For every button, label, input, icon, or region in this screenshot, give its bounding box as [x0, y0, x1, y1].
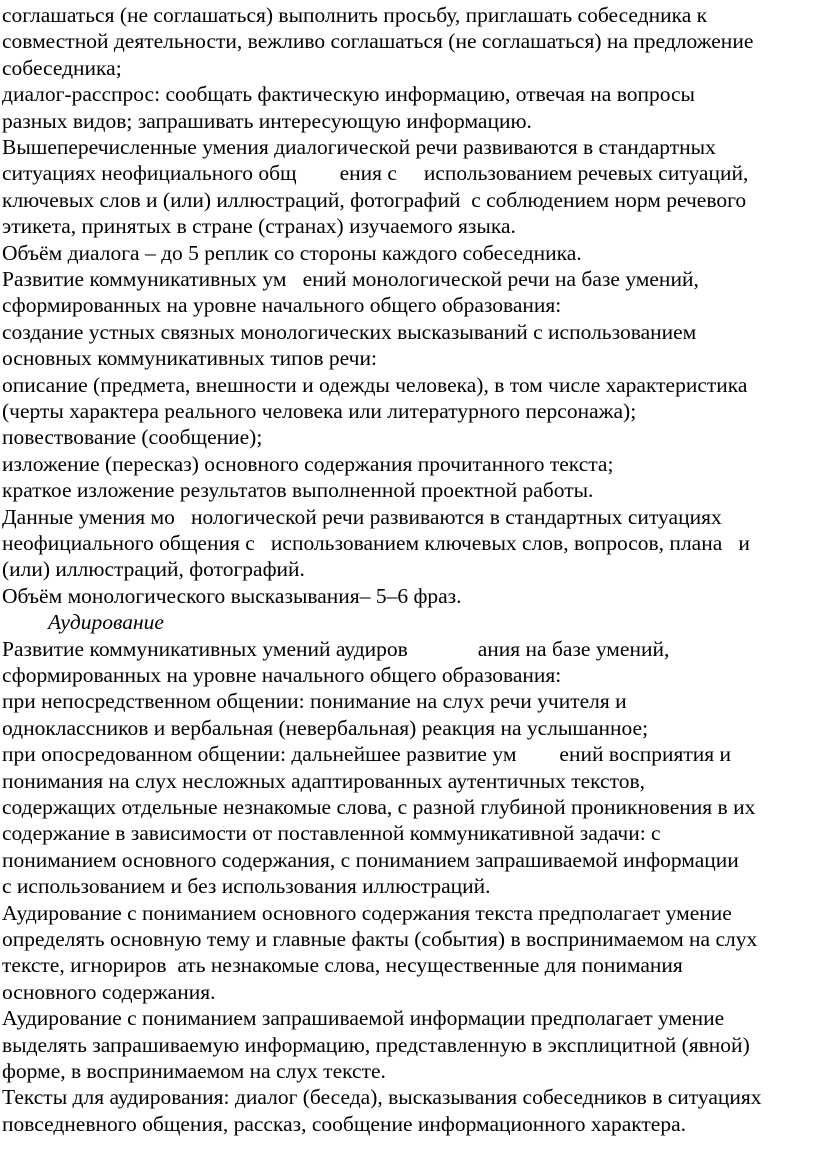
text-line: разных видов; запрашивать интересующую информацию.	[2, 108, 532, 133]
text-line: сформированных на уровне начального общего образования:	[2, 663, 562, 687]
text-line: пониманием основного содержания, с пониманием запрашиваемой информации	[2, 847, 739, 872]
text-line: повествование (сообщение);	[2, 425, 263, 450]
text-line: при непосредственном общении: понимание на слух речи учителя и	[2, 689, 627, 714]
text-line: содержащих отдельные незнакомые слова, с разной глубиной проникновения в их	[2, 795, 756, 819]
text-line: ключевых слов и (или) иллюстраций, фотографий с соблюдением норм речевого	[2, 187, 747, 212]
text-line: сформированных на уровне начального общего образования:	[2, 293, 562, 318]
text-line: одноклассников и вербальная (невербальная) реакция на услышанное;	[2, 715, 649, 740]
text-line: диалог-расспрос: сообщать фактическую информацию, отвечая на вопросы	[2, 82, 696, 107]
text-line: ситуациях неофициального общ ения с использованием речевых ситуаций,	[2, 161, 749, 186]
text-line: Данные умения мо нологической речи развиваются в стандартных ситуациях	[2, 504, 722, 529]
text-line: неофициального общения с использованием ключевых слов, вопросов, плана и	[2, 531, 750, 555]
text-line: этикета, принятых в стране (странах) изучаемого языка.	[2, 214, 516, 239]
text-line: выделять запрашиваемую информацию, представленную в эксплицитной (явной)	[2, 1032, 750, 1057]
text-line: краткое изложение результатов выполненной проектной работы.	[2, 478, 594, 503]
text-line: тексте, игнориров ать незнакомые слова, несущественные для понимания	[2, 953, 683, 978]
text-line: содержание в зависимости от поставленной коммуникативной задачи: с	[2, 821, 661, 846]
text-line: создание устных связных монологических высказываний с использованием	[2, 319, 697, 344]
text-line: (черты характера реального человека или литературного персонажа);	[2, 399, 637, 423]
text-line: Развитие коммуникативных ум ений монологической речи на базе умений,	[2, 267, 699, 291]
text-line: форме, в воспринимаемом на слух тексте.	[2, 1059, 386, 1083]
text-line: Развитие коммуникативных умений аудиров ания на базе умений,	[2, 636, 670, 661]
text-line: (или) иллюстраций, фотографий.	[2, 557, 305, 582]
text-line: основных коммуникативных типов речи:	[2, 346, 377, 371]
text-line: Объём монологического высказывания– 5–6 фраз.	[2, 583, 462, 608]
text-line: при опосредованном общении: дальнейшее развитие ум ений восприятия и	[2, 742, 732, 767]
text-line: Тексты для аудирования: диалог (беседа), высказывания собеседников в ситуациях	[2, 1085, 762, 1110]
text-line: соглашаться (не соглашаться) выполнить просьбу, приглашать собеседника к	[2, 3, 708, 27]
text-line: собеседника;	[2, 55, 122, 80]
text-line: совместной деятельности, вежливо соглашаться (не соглашаться) на предложение	[2, 29, 754, 54]
text-line: изложение (пересказ) основного содержания прочитанного текста;	[2, 451, 614, 476]
text-line: определять основную тему и главные факты (события) в воспринимаемом на слух	[2, 927, 758, 951]
text-line: с использованием и без использования иллюстраций.	[2, 874, 491, 899]
section-heading: Аудирование	[48, 610, 164, 635]
text-line: Аудирование с пониманием основного содержания текста предполагает умение	[2, 900, 732, 925]
text-line: основного содержания.	[2, 979, 216, 1004]
text-line: понимания на слух несложных адаптированных аутентичных текстов,	[2, 768, 645, 793]
text-line: Вышеперечисленные умения диалогической речи развиваются в стандартных	[2, 135, 716, 159]
text-line: описание (предмета, внешности и одежды человека), в том числе характеристика	[2, 372, 748, 397]
text-line: Аудирование с пониманием запрашиваемой информации предполагает умение	[2, 1006, 725, 1031]
text-line: Объём диалога – до 5 реплик со стороны каждого собеседника.	[2, 240, 582, 265]
text-line: повседневного общения, рассказ, сообщение информационного характера.	[2, 1111, 687, 1136]
